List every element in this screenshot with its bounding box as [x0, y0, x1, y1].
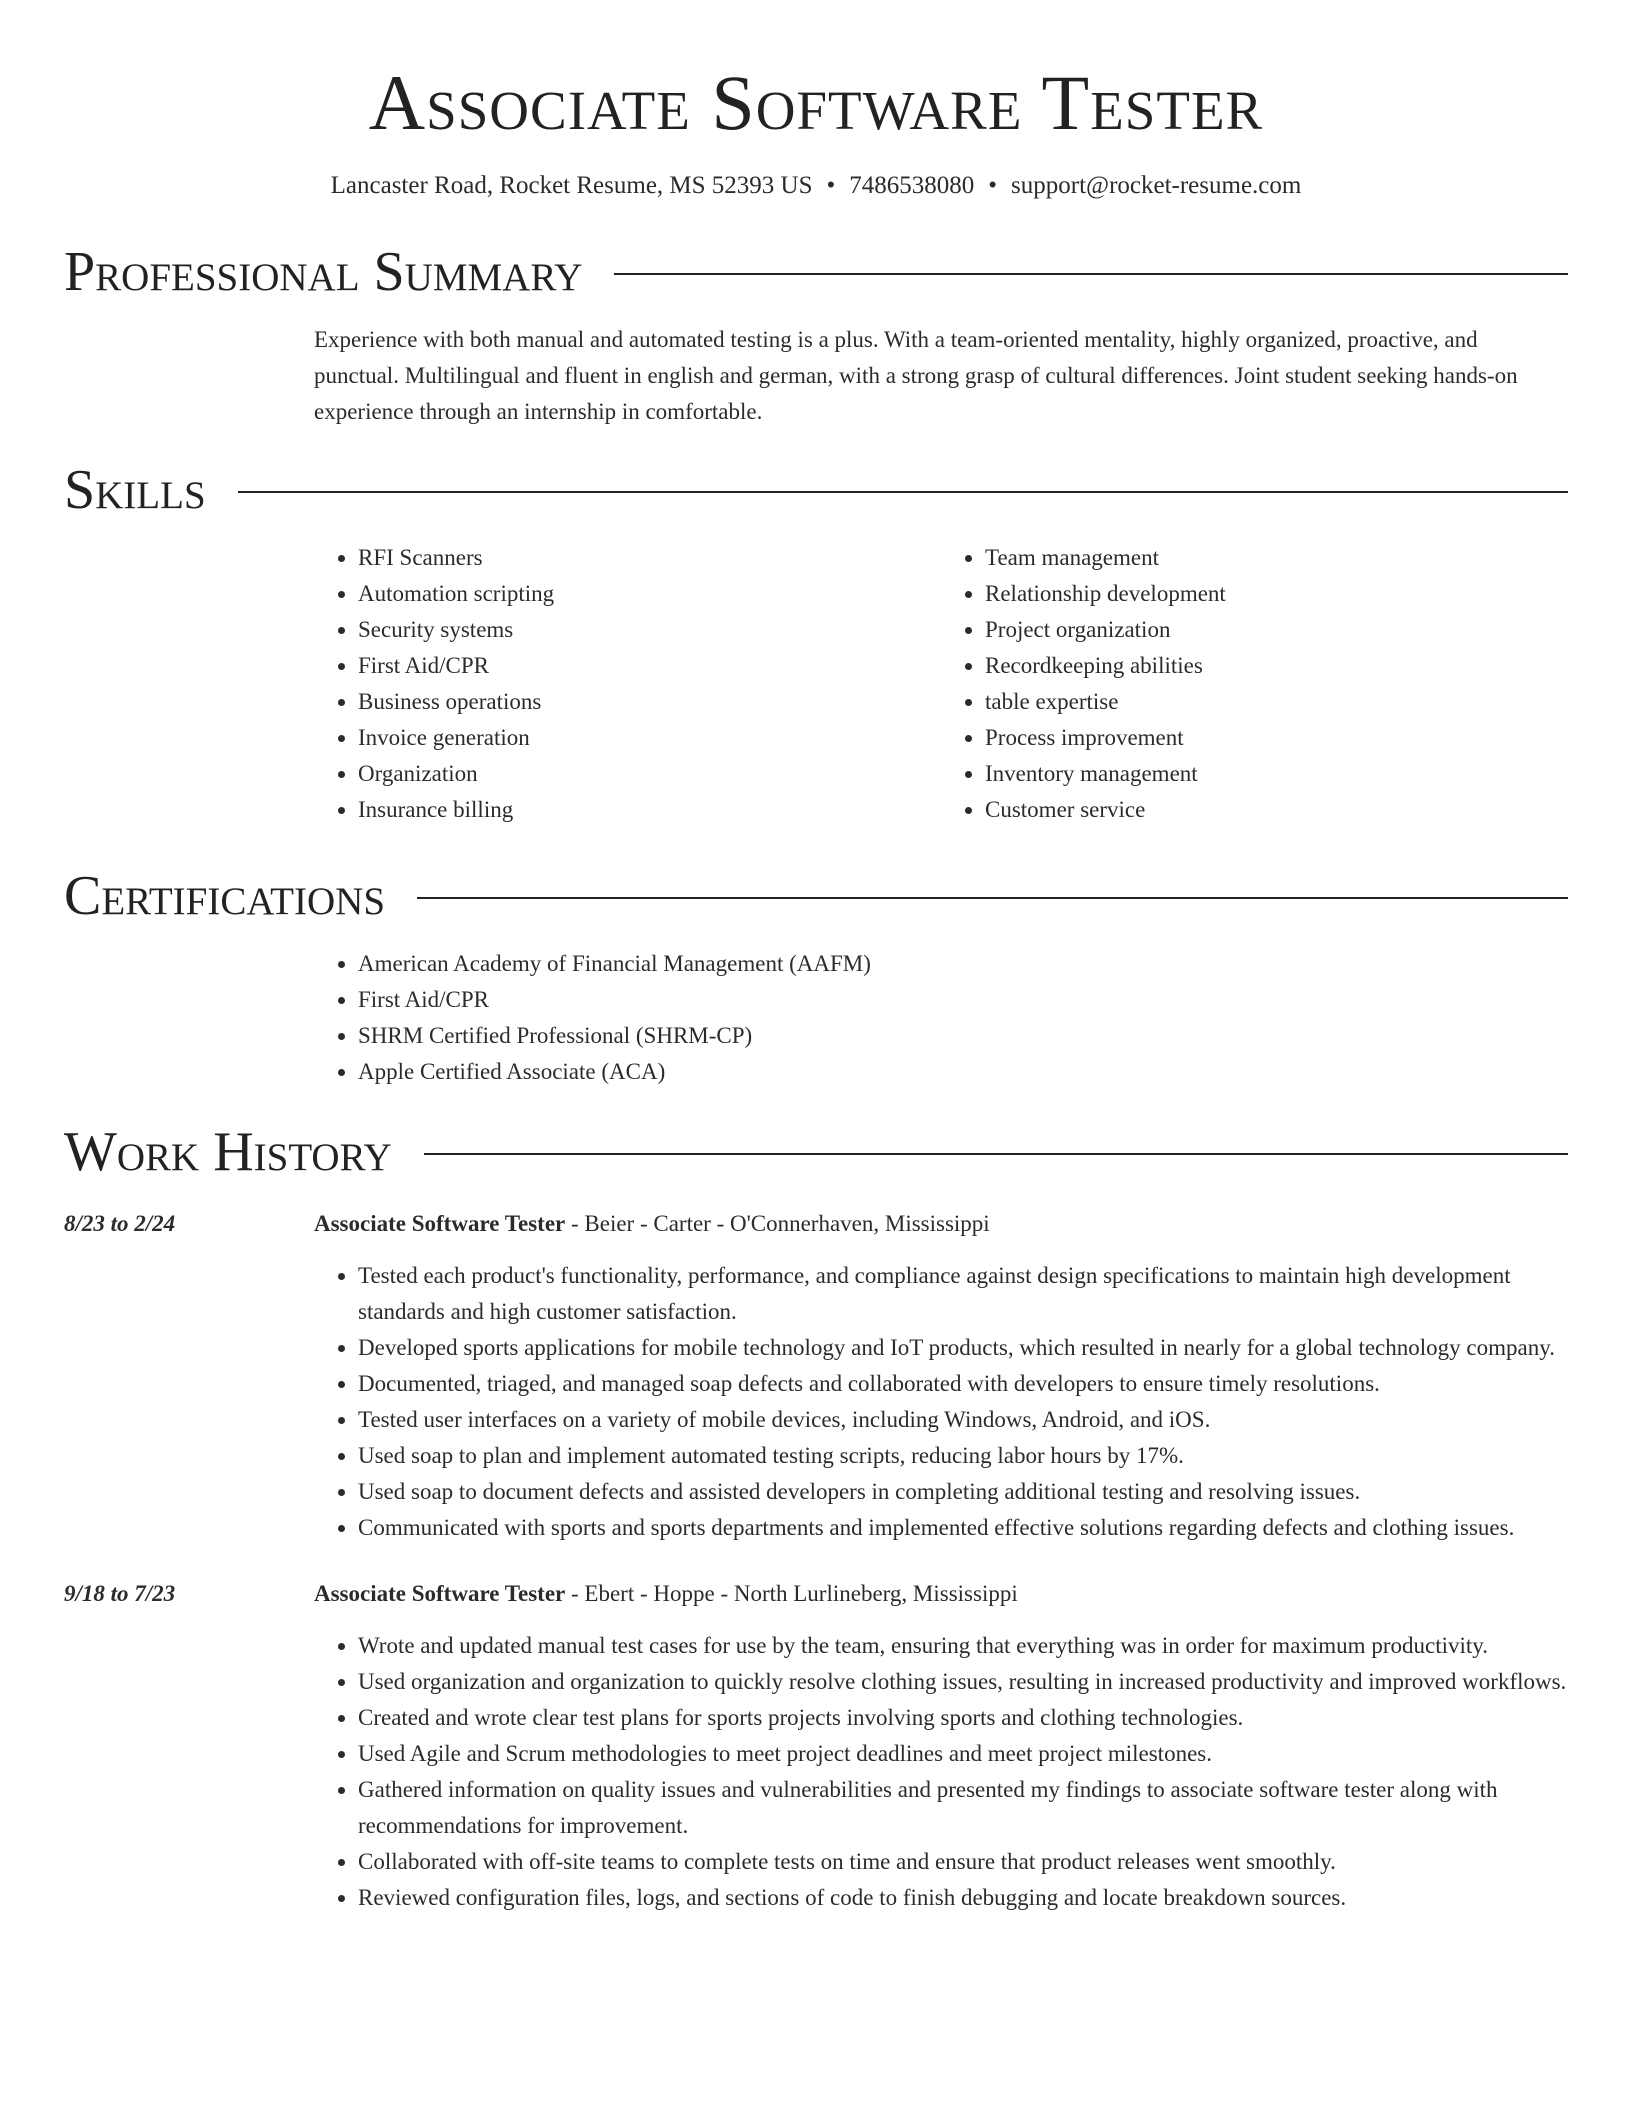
skill-item: • Project organization — [985, 612, 1568, 648]
summary-section-title: Professional Summary — [64, 241, 583, 303]
section-divider — [238, 491, 1568, 493]
skill-item: • Invoice generation — [358, 720, 941, 756]
contact-email[interactable]: support@rocket-resume.com — [1011, 172, 1302, 199]
work-history-list — [64, 1206, 1568, 1916]
job-employer: - Beier - Carter - O'Connerhaven, Mississippi — [565, 1211, 990, 1236]
section-divider — [614, 273, 1568, 275]
job-bullet: • Documented, triaged, and managed soap defects and collaborated with developers to ensure timely resolutions. — [358, 1366, 1568, 1402]
skill-item: • Security systems — [358, 612, 941, 648]
job-bullet: • Used soap to plan and implement automated testing scripts, reducing labor hours by 17%. — [358, 1438, 1568, 1474]
job-details — [314, 1206, 1568, 1546]
skill-item: • Customer service — [985, 792, 1568, 828]
skill-item: • Relationship development — [985, 576, 1568, 612]
work-history-section-title: Work History — [64, 1121, 392, 1183]
skill-item: • Team management — [985, 540, 1568, 576]
certifications-list — [314, 946, 1568, 1090]
skill-item: • Insurance billing — [358, 792, 941, 828]
certification-item: • SHRM Certified Professional (SHRM-CP) — [358, 1018, 1568, 1054]
contact-separator: • — [988, 172, 998, 199]
job-bullet: • Tested user interfaces on a variety of mobile devices, including Windows, Android, and iOS. — [358, 1402, 1568, 1438]
job-bullet: • Used Agile and Scrum methodologies to meet project deadlines and meet project milestones. — [358, 1736, 1568, 1772]
summary-text: Experience with both manual and automated testing is a plus. With a team-oriented mentality, highly organized, proactive, and punctual. Multilingual and fluent in english and german, with a strong grasp of cultural differences. Joint student seeking hands-on experience through an internship in comfortable. — [314, 327, 1518, 424]
skills-column-right — [941, 540, 1568, 828]
skill-item: • table expertise — [985, 684, 1568, 720]
skills-section-header — [64, 459, 1568, 521]
skill-item: • Inventory management — [985, 756, 1568, 792]
section-divider — [424, 1153, 1568, 1155]
job-entry — [64, 1206, 1568, 1546]
certification-item: • American Academy of Financial Management (AAFM) — [358, 946, 1568, 982]
job-bullets — [314, 1628, 1568, 1916]
job-heading — [314, 1206, 1568, 1242]
contact-phone: 7486538080 — [849, 172, 975, 199]
job-bullet: • Tested each product's functionality, performance, and compliance against design specifications to maintain high development standards and high customer satisfaction. — [358, 1258, 1568, 1330]
contact-line — [64, 172, 1568, 200]
job-heading — [314, 1576, 1568, 1612]
job-bullets — [314, 1258, 1568, 1546]
skill-item: • Business operations — [358, 684, 941, 720]
skills-column-left — [314, 540, 941, 828]
skill-item: • Recordkeeping abilities — [985, 648, 1568, 684]
skill-item: • Automation scripting — [358, 576, 941, 612]
summary-section-header — [64, 241, 1568, 303]
work-history-section-header — [64, 1121, 1568, 1183]
certification-item: • Apple Certified Associate (ACA) — [358, 1054, 1568, 1090]
job-bullet: • Reviewed configuration files, logs, and sections of code to finish debugging and locate breakdown sources. — [358, 1880, 1568, 1916]
certifications-section-header — [64, 865, 1568, 927]
job-entry — [64, 1576, 1568, 1916]
contact-separator: • — [826, 172, 836, 199]
job-bullet: • Wrote and updated manual test cases for use by the team, ensuring that everything was in order for maximum productivity. — [358, 1628, 1568, 1664]
certifications-section-title: Certifications — [64, 865, 386, 927]
job-employer: - Ebert - Hoppe - North Lurlineberg, Mississippi — [565, 1581, 1018, 1606]
job-title: Associate Software Tester — [314, 1211, 566, 1236]
job-title: Associate Software Tester — [314, 1581, 566, 1606]
job-bullet: • Developed sports applications for mobile technology and IoT products, which resulted in nearly for a global technology company. — [358, 1330, 1568, 1366]
section-divider — [417, 897, 1568, 899]
skills-section-title: Skills — [64, 459, 206, 521]
job-bullet: • Gathered information on quality issues and vulnerabilities and presented my findings to associate software tester along with recommendations for improvement. — [358, 1772, 1568, 1844]
skill-item: • Process improvement — [985, 720, 1568, 756]
job-bullet: • Used organization and organization to quickly resolve clothing issues, resulting in increased productivity and improved workflows. — [358, 1664, 1568, 1700]
certification-item: • First Aid/CPR — [358, 982, 1568, 1018]
candidate-name: Associate Software Tester — [368, 59, 1264, 146]
job-dates: 8/23 to 2/24 — [64, 1211, 176, 1236]
job-bullet: • Collaborated with off-site teams to complete tests on time and ensure that product releases went smoothly. — [358, 1844, 1568, 1880]
skill-item: • Organization — [358, 756, 941, 792]
job-bullet: • Created and wrote clear test plans for sports projects involving sports and clothing technologies. — [358, 1700, 1568, 1736]
skill-item: • First Aid/CPR — [358, 648, 941, 684]
certifications-items — [314, 946, 1568, 1090]
job-bullet: • Communicated with sports and sports departments and implemented effective solutions regarding defects and clothing issues. — [358, 1510, 1568, 1546]
skills-list — [314, 540, 1568, 828]
job-details — [314, 1576, 1568, 1916]
skill-item: • RFI Scanners — [358, 540, 941, 576]
job-dates: 9/18 to 7/23 — [64, 1581, 176, 1606]
contact-address: Lancaster Road, Rocket Resume, MS 52393 US — [330, 172, 813, 199]
job-bullet: • Used soap to document defects and assisted developers in completing additional testing and resolving issues. — [358, 1474, 1568, 1510]
